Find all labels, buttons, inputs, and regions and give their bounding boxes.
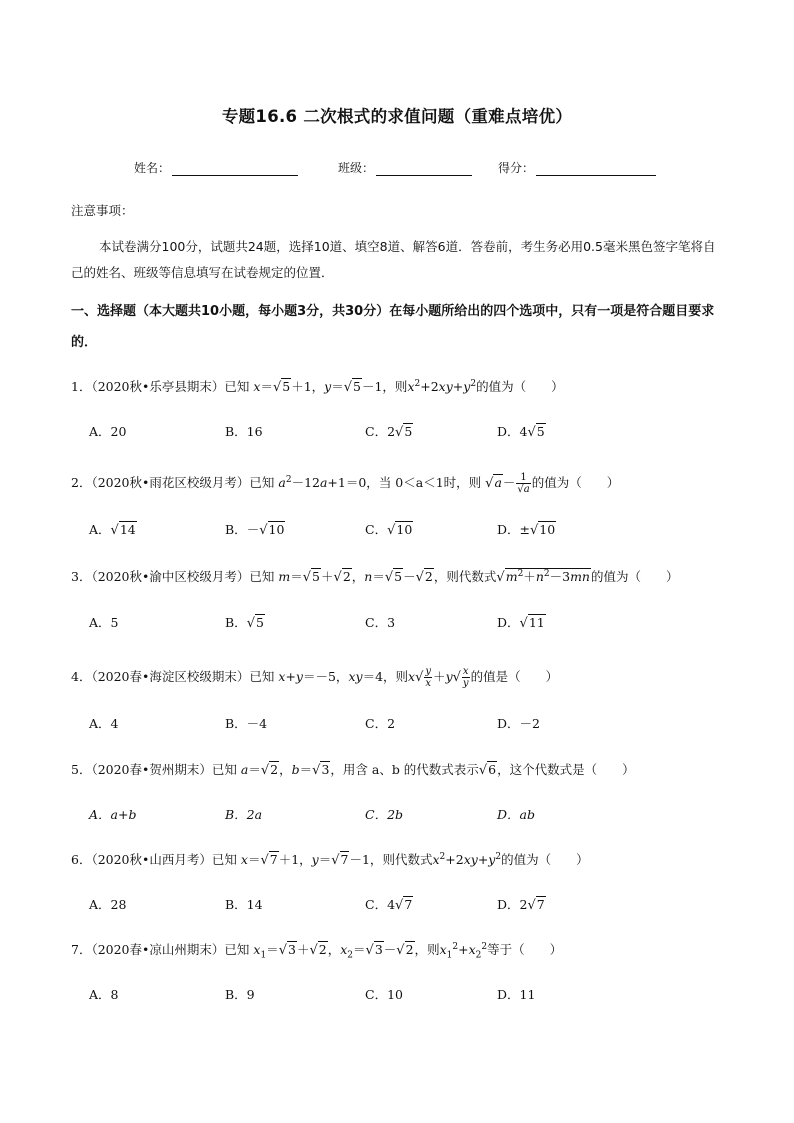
question-7-option-a[interactable]: A．8 bbox=[89, 987, 119, 1002]
question-4-formula: x+y＝－5，xy＝4， bbox=[278, 669, 396, 684]
question-2-option-b[interactable]: B．－√10 bbox=[225, 522, 285, 538]
question-4-option-c[interactable]: C．2 bbox=[365, 716, 396, 731]
page-title: 专题16.6 二次根式的求值问题（重难点培优） bbox=[221, 107, 573, 126]
question-2-options bbox=[0, 520, 794, 542]
question-6-option-a[interactable]: A．28 bbox=[89, 897, 127, 912]
question-2 bbox=[71, 472, 619, 495]
question-1-option-a[interactable]: A．20 bbox=[89, 424, 127, 439]
question-2-option-a[interactable]: A．√14 bbox=[89, 522, 136, 538]
class-field[interactable] bbox=[338, 159, 472, 176]
student-info-row bbox=[0, 159, 794, 179]
question-1-ask: 的值为（ ） bbox=[476, 379, 564, 394]
question-2-ask: 的值为（ ） bbox=[531, 475, 620, 490]
question-4-ask: 的值是（ ） bbox=[470, 669, 559, 684]
question-7-source: 7．（2020春•凉山州期末）已知 bbox=[71, 942, 250, 957]
question-3-source: 3．（2020秋•渝中区校级月考）已知 bbox=[71, 569, 275, 584]
question-1-formula: x＝√5＋1，y＝√5－1，则$x^2+2xy+y^2$ bbox=[253, 378, 477, 395]
question-4 bbox=[71, 666, 558, 689]
question-1-option-d[interactable]: D．4√5 bbox=[497, 424, 545, 440]
question-7-options bbox=[0, 985, 794, 1007]
question-2-option-c[interactable]: C．√10 bbox=[365, 522, 413, 538]
question-4-expression: x√ $\frac{y}{x}$ ＋y√ $\frac{x}{y}$ bbox=[408, 666, 469, 689]
question-6-formula: x＝√7＋1，y＝√7－1， bbox=[240, 852, 383, 868]
question-2-formula: $a^2-12a+1=0$， bbox=[278, 474, 379, 490]
question-7-ask: 等于（ ） bbox=[487, 942, 563, 957]
score-label: 得分： bbox=[498, 161, 535, 175]
question-7-option-d[interactable]: D．11 bbox=[497, 987, 536, 1002]
question-7-formula: $x_1=√3+√2$，$x_2=√3-√2$， bbox=[253, 942, 428, 961]
notice-title: 注意事项： bbox=[71, 203, 134, 218]
question-5-options bbox=[0, 805, 794, 827]
question-5-option-c[interactable]: C．2b bbox=[365, 807, 404, 822]
question-1-source: 1．（2020秋•乐亭县期末）已知 bbox=[71, 379, 250, 394]
question-3-expression: $√m^2+n^2-3mn$ bbox=[496, 568, 590, 585]
question-1-option-c[interactable]: C．2√5 bbox=[365, 424, 413, 440]
score-field[interactable] bbox=[498, 159, 656, 176]
name-blank[interactable] bbox=[172, 161, 298, 176]
question-3-option-a[interactable]: A．5 bbox=[89, 615, 119, 630]
question-5-source: 5．（2020春•贺州期末）已知 bbox=[71, 762, 237, 777]
question-5-mid: 用含 a、b 的代数式表示 bbox=[342, 762, 479, 777]
question-7-option-b[interactable]: B．9 bbox=[225, 987, 255, 1002]
question-6-source: 6．（2020秋•山西月考）已知 bbox=[71, 852, 237, 867]
question-5-ask: ，这个代数式是（ ） bbox=[497, 762, 635, 777]
question-7-option-c[interactable]: C．10 bbox=[365, 987, 403, 1002]
score-blank[interactable] bbox=[536, 161, 656, 176]
name-label: 姓名： bbox=[134, 161, 171, 175]
question-6-ask: 的值为（ ） bbox=[501, 852, 589, 867]
question-6 bbox=[71, 850, 589, 868]
question-4-options bbox=[0, 714, 794, 736]
question-3-option-d[interactable]: D．√11 bbox=[497, 615, 545, 631]
question-4-mid: 则 bbox=[395, 669, 409, 684]
question-3-option-c[interactable]: C．3 bbox=[365, 615, 396, 630]
question-7-mid: 则 bbox=[427, 942, 440, 957]
question-3 bbox=[71, 567, 678, 585]
question-6-option-d[interactable]: D．2√7 bbox=[497, 897, 545, 913]
question-3-formula: m＝√5＋√2，n＝√5－√2， bbox=[278, 569, 447, 585]
question-3-option-b[interactable]: B．√5 bbox=[225, 615, 264, 631]
question-5-formula: a＝√2，b＝√3， bbox=[240, 762, 343, 778]
question-4-option-a[interactable]: A．4 bbox=[89, 716, 119, 731]
question-1-option-b[interactable]: B．16 bbox=[225, 424, 263, 439]
notice-body: 本试卷满分100分，试题共24题，选择10道、填空8道、解答6道．答卷前，考生务必用0.5毫米黑色签字笔将自己的姓名、班级等信息填写在试卷规定的位置． bbox=[71, 239, 716, 280]
question-6-options bbox=[0, 895, 794, 917]
question-6-option-c[interactable]: C．4√7 bbox=[365, 897, 413, 913]
question-5 bbox=[71, 760, 635, 778]
question-2-source: 2．（2020秋•雨花区校级月考）已知 bbox=[71, 475, 275, 490]
question-1 bbox=[71, 377, 564, 395]
question-4-source: 4．（2020春•海淀区校级期末）已知 bbox=[71, 669, 275, 684]
question-7-expression: $x_1^2+x_2^2$ bbox=[439, 941, 488, 961]
question-1-options bbox=[0, 422, 794, 444]
class-blank[interactable] bbox=[376, 161, 472, 176]
question-3-mid: 则代数式 bbox=[446, 569, 497, 584]
question-2-mid: 当 0＜a＜1时，则 bbox=[378, 475, 482, 490]
question-4-option-d[interactable]: D．－2 bbox=[497, 716, 540, 731]
question-4-option-b[interactable]: B．－4 bbox=[225, 716, 268, 731]
question-2-option-d[interactable]: D．±√10 bbox=[497, 522, 556, 538]
question-5-option-a[interactable]: A．a+b bbox=[89, 807, 137, 822]
question-6-option-b[interactable]: B．14 bbox=[225, 897, 263, 912]
name-field[interactable] bbox=[134, 159, 298, 176]
question-5-option-b[interactable]: B．2a bbox=[225, 807, 263, 822]
question-6-expression: $x^2+2xy+y^2$ bbox=[432, 851, 502, 867]
question-7 bbox=[71, 940, 562, 961]
question-3-options bbox=[0, 613, 794, 635]
section-heading: 一、选择题（本大题共10小题，每小题3分，共30分）在每小题所给出的四个选项中，只有一项是符合题目要求的． bbox=[71, 304, 715, 350]
class-label: 班级： bbox=[338, 161, 375, 175]
question-6-mid: 则代数式 bbox=[382, 852, 433, 867]
question-3-ask: 的值为（ ） bbox=[590, 569, 679, 584]
question-5-option-d[interactable]: D．ab bbox=[497, 807, 535, 822]
question-5-target: √6 bbox=[478, 762, 497, 778]
question-2-expression: √a－ $\frac{1}{√a}$ bbox=[485, 472, 530, 495]
